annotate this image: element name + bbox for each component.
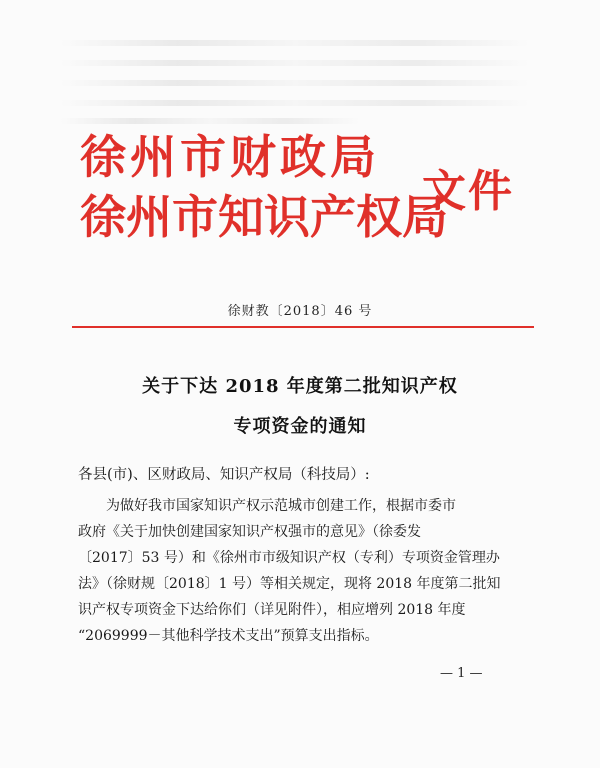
bleed-through-line (60, 40, 530, 46)
body-line: 识产权专项资金下达给你们（详见附件），相应增列 2018 年度 (78, 602, 466, 618)
notice-title-line-1: 关于下达 2018 年度第二批知识产权 (142, 376, 458, 397)
body-line: 〔2017〕53 号）和《徐州市市级知识产权（专利）专项资金管理办 (78, 550, 500, 566)
red-divider-line (72, 326, 534, 328)
bleed-through-line (60, 118, 360, 124)
issuer-finance-bureau: 徐州市财政局 (80, 130, 380, 184)
bleed-through-line (60, 80, 530, 86)
document-label: 文件 (422, 166, 514, 217)
bleed-through-line (60, 60, 530, 66)
body-paragraph (78, 493, 530, 649)
issuer-ip-bureau: 徐州市知识产权局 (80, 190, 448, 244)
bleed-through-line (60, 100, 530, 106)
notice-title-line-2: 专项资金的通知 (233, 416, 367, 437)
page-number: — 1 — (440, 666, 483, 681)
body-line: 为做好我市国家知识产权示范城市创建工作，根据市委市 (106, 498, 456, 514)
body-line: 政府《关于加快创建国家知识产权强市的意见》（徐委发 (78, 524, 421, 540)
body-line: 法》（徐财规〔2018〕1 号）等相关规定，现将 2018 年度第二批知 (78, 576, 501, 592)
body-line: “2069999－其他科学技术支出”预算支出指标。 (78, 628, 379, 644)
addressee: 各县(市)、区财政局、知识产权局（科技局）: (78, 467, 370, 483)
document-number: 徐财教〔2018〕46 号 (227, 304, 373, 319)
red-header (80, 130, 520, 260)
